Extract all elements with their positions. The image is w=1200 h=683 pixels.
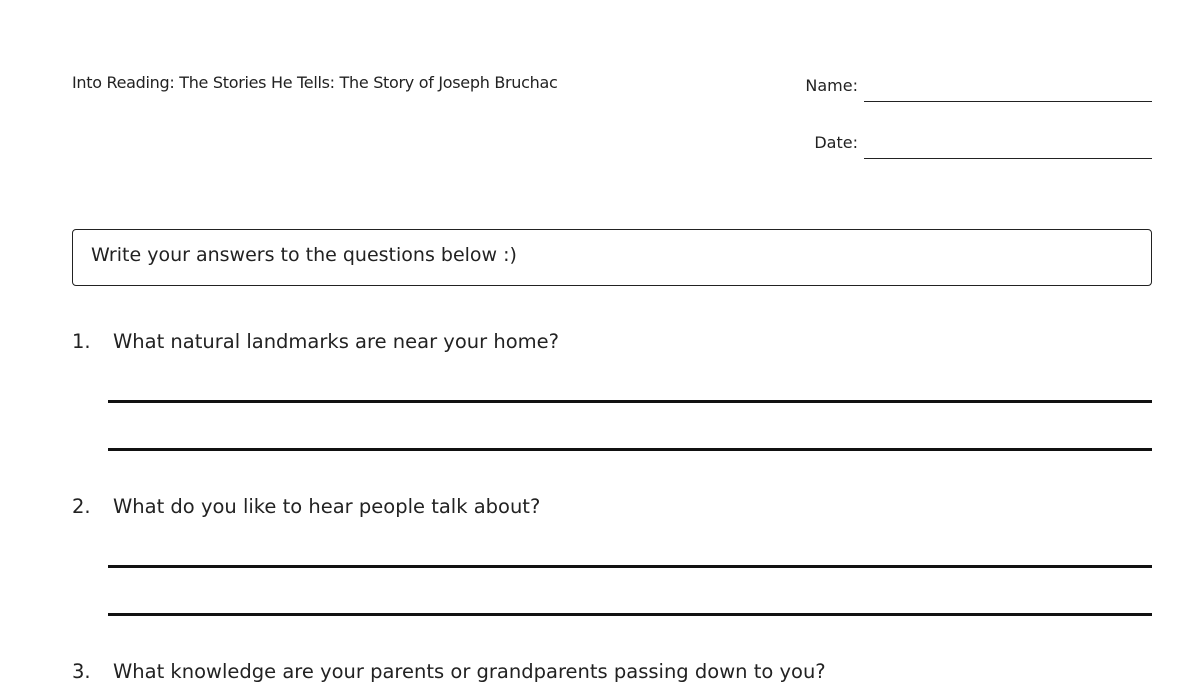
question-text: What natural landmarks are near your home?	[113, 330, 559, 353]
instructions-box	[72, 229, 1152, 286]
name-field-line[interactable]	[864, 101, 1152, 102]
answer-line[interactable]	[108, 565, 1152, 568]
question-number: 2.	[72, 495, 91, 518]
question-text: What do you like to hear people talk about?	[113, 495, 541, 518]
question-2	[72, 495, 540, 518]
answer-line[interactable]	[108, 448, 1152, 451]
answer-line[interactable]	[108, 400, 1152, 403]
question-number: 3.	[72, 660, 91, 683]
question-text: What knowledge are your parents or grandparents passing down to you?	[113, 660, 826, 683]
question-1	[72, 330, 559, 353]
instructions-text: Write your answers to the questions below :)	[91, 244, 517, 266]
date-label: Date:	[814, 133, 858, 152]
date-field-line[interactable]	[864, 158, 1152, 159]
question-3	[72, 660, 826, 683]
worksheet-title: Into Reading: The Stories He Tells: The Story of Joseph Bruchac	[72, 73, 558, 92]
name-label: Name:	[805, 76, 858, 95]
question-number: 1.	[72, 330, 91, 353]
answer-line[interactable]	[108, 613, 1152, 616]
